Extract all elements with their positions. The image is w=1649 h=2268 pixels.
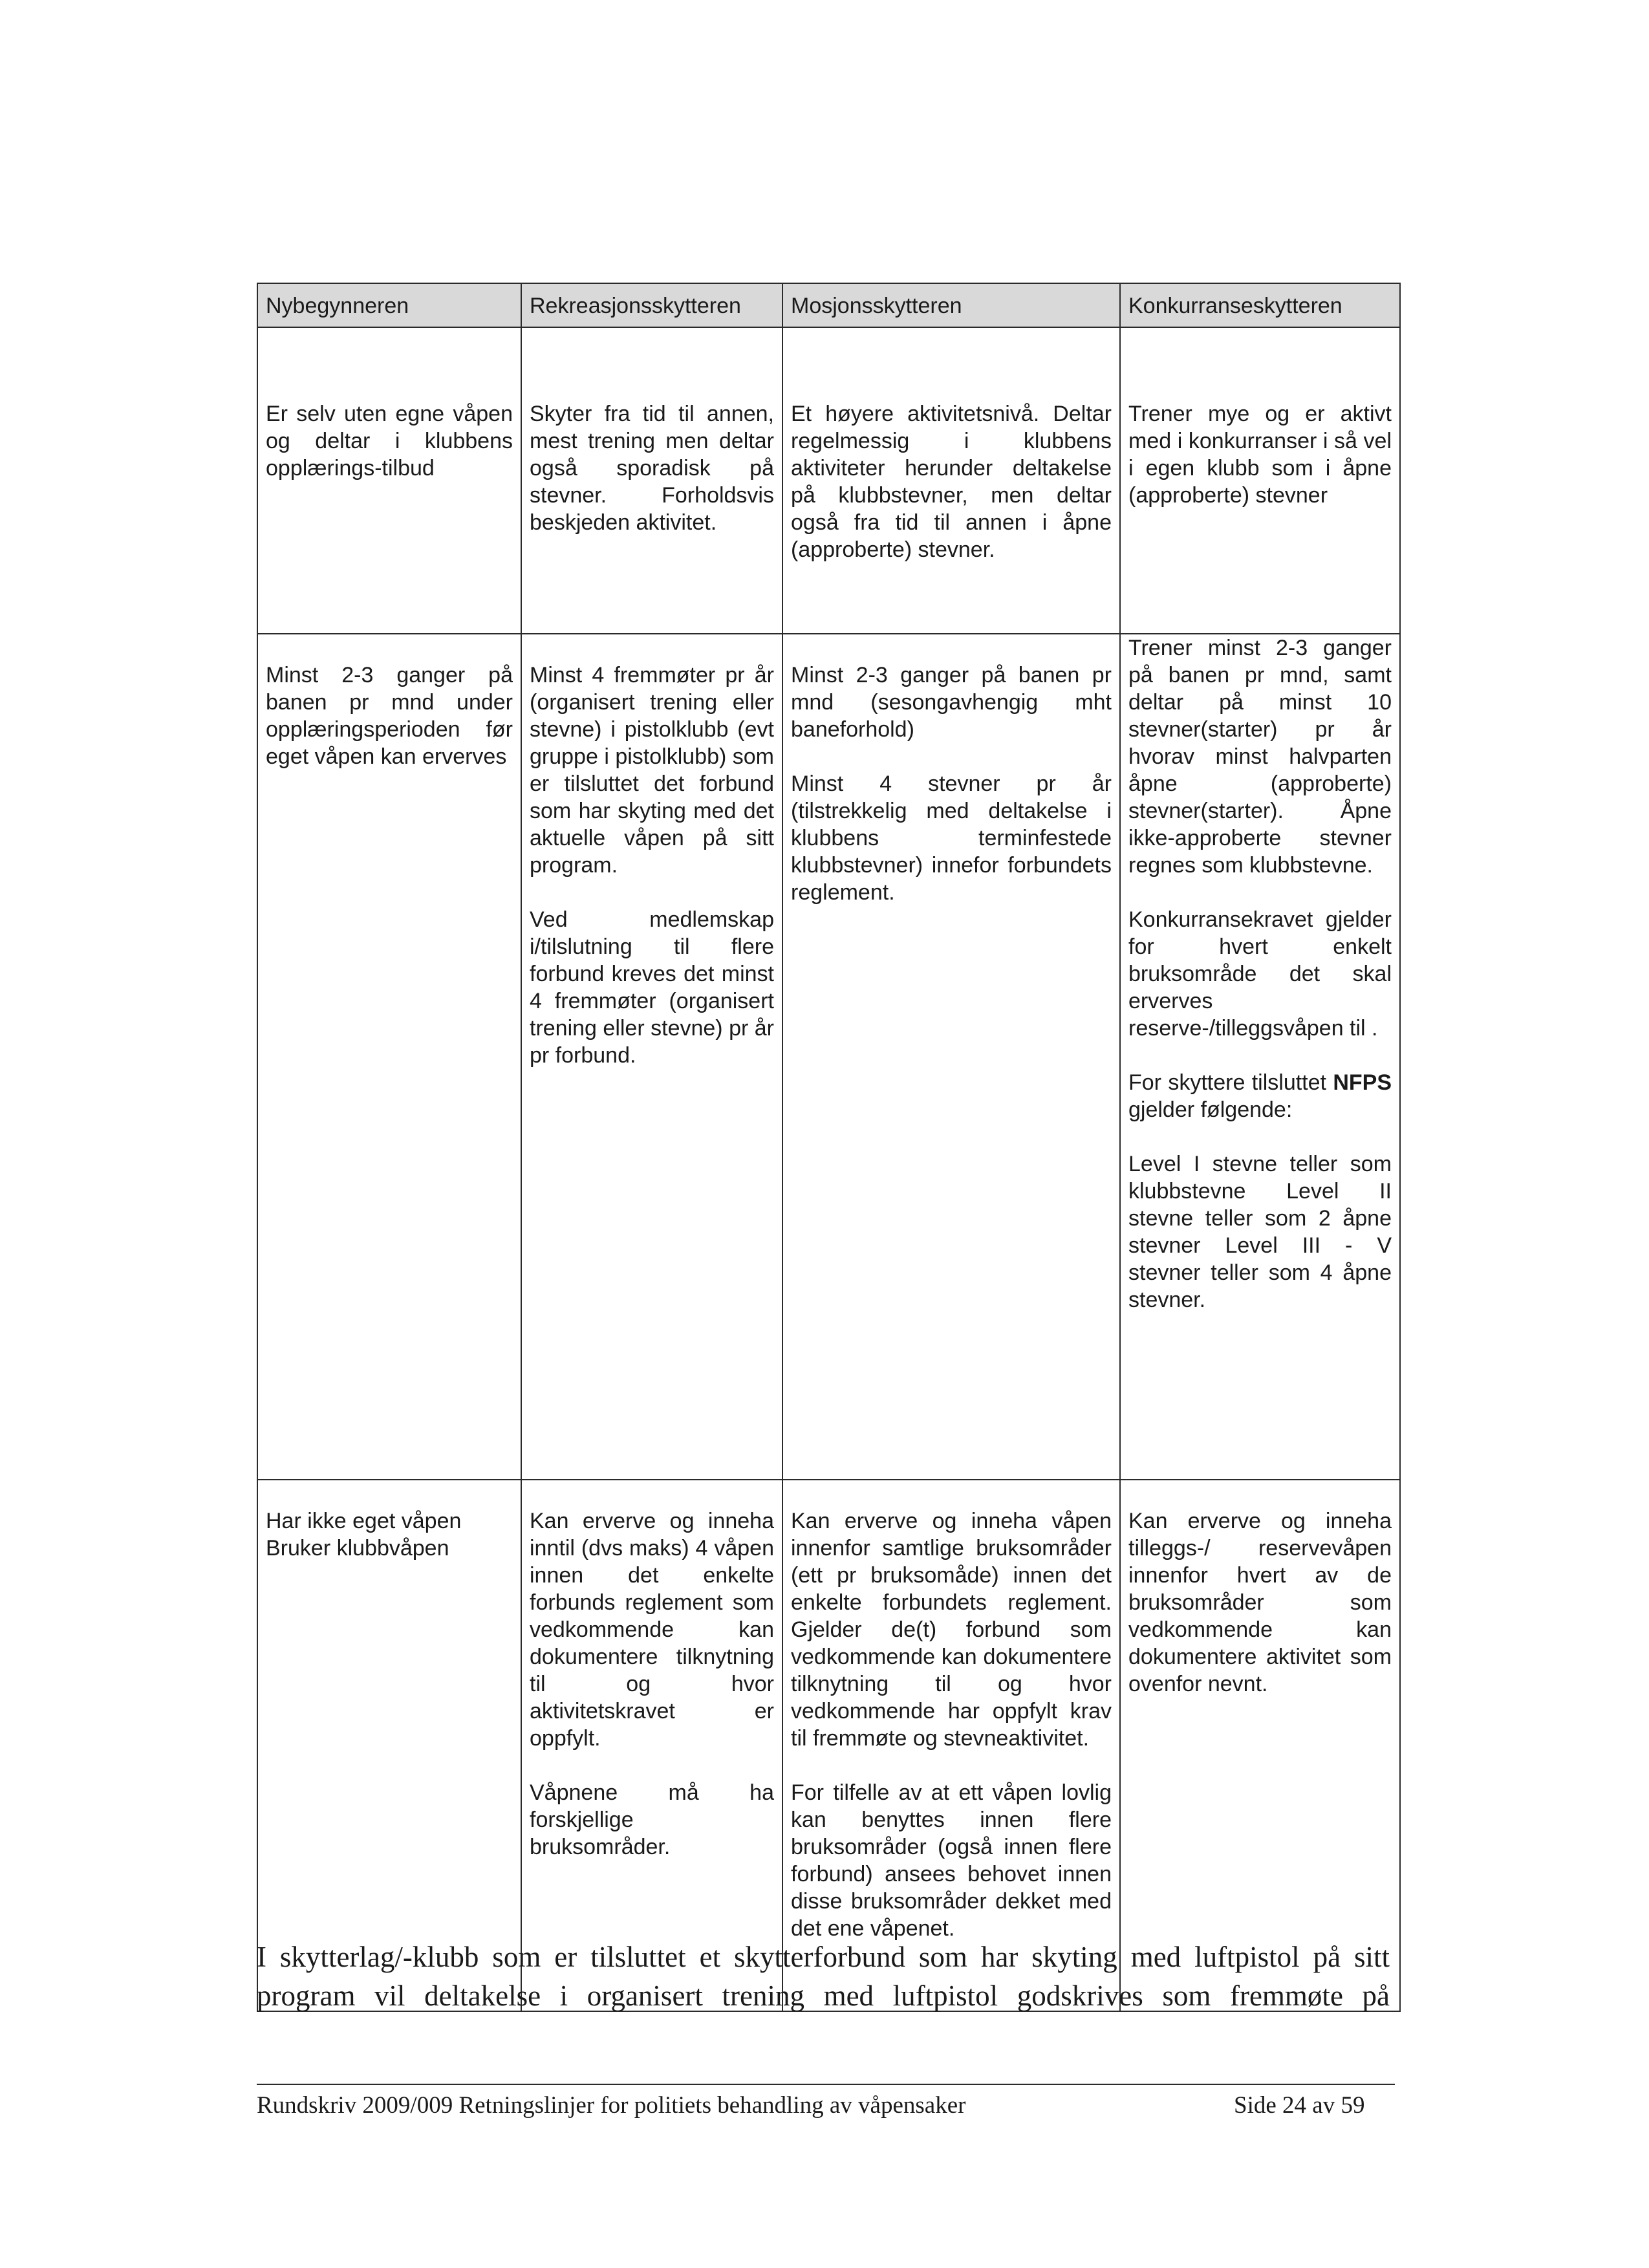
- cell-text: Er selv uten egne våpen og deltar i klubbens opplærings-tilbud: [266, 402, 513, 481]
- table-cell: [782, 327, 1120, 634]
- header-mosjonsskytteren: Mosjonsskytteren: [782, 283, 1120, 327]
- cell-text: Minst 2-3 ganger på banen pr mnd (sesongavhengig mht baneforhold): [791, 663, 1112, 742]
- table-header-row: [257, 283, 1400, 327]
- table-cell: [782, 634, 1120, 1480]
- cell-text: Har ikke eget våpen: [266, 1509, 462, 1533]
- header-nybegynneren: Nybegynneren: [257, 283, 521, 327]
- table-cell: [521, 1480, 782, 2011]
- table-row: [257, 634, 1400, 1480]
- table-cell: [521, 634, 782, 1480]
- cell-text: Ved medlemskap i/tilslutning til flere forbund kreves det minst 4 fremmøter (organisert trening eller stevne) pr år pr forbund.: [530, 907, 774, 1068]
- cell-text: [1128, 1069, 1392, 1123]
- cell-text: Skyter fra tid til annen, mest trening men deltar også sporadisk på stevner. Forholdsvis beskjeden aktivitet.: [530, 402, 774, 535]
- cell-text: Bruker klubbvåpen: [266, 1536, 449, 1561]
- cell-text: Et høyere aktivitetsnivå. Deltar regelmessig i klubbens aktiviteter herunder deltakelse på klubbstevner, men deltar også fra tid til annen i åpne (approberte) stevner.: [791, 402, 1112, 562]
- footer-divider: [257, 2084, 1395, 2085]
- footer-page-number: Side 24 av 59: [1234, 2092, 1365, 2119]
- cell-text: Minst 2-3 ganger på banen pr mnd under opplæringsperioden før eget våpen kan erverves: [266, 663, 513, 769]
- header-rekreasjonsskytteren: Rekreasjonsskytteren: [521, 283, 782, 327]
- cell-text: Kan erverve og inneha inntil (dvs maks) 4 våpen innen det enkelte forbunds reglement som vedkommende kan dokumentere tilknytning til og hvor aktivitetskravet er oppfylt.: [530, 1509, 774, 1751]
- table-cell: [1120, 634, 1400, 1480]
- table-cell: [1120, 1480, 1400, 2011]
- cell-text-part: For skyttere tilsluttet: [1128, 1070, 1333, 1095]
- cell-text: For tilfelle av at ett våpen lovlig kan benyttes innen flere bruksområder (også innen flere forbund) ansees behovet innen disse bruksområder dekket med det ene våpenet.: [791, 1780, 1112, 1941]
- table-cell: [782, 1480, 1120, 2011]
- cell-text: Konkurransekravet gjelder for hvert enkelt bruksområde det skal erverves reserve-/tilleggsvåpen til .: [1128, 907, 1392, 1041]
- cell-text: Trener mye og er aktivt med i konkurranser i så vel i egen klubb som i åpne (approberte) stevner: [1128, 402, 1392, 508]
- table-cell: [257, 327, 521, 634]
- cell-text: Trener minst 2-3 ganger på banen pr mnd, samt deltar på minst 10 stevner(starter) pr år hvorav minst halvparten åpne (approberte) stevner(starter). Åpne ikke-approberte stevner regnes som klubbstevne.: [1128, 636, 1392, 878]
- body-paragraph: I skytterlag/-klubb som er tilsluttet et skytterforbund som har skyting med luftpistol på sitt program vil deltakelse i organisert trening med luftpistol godskrives som fremmøte på: [257, 1941, 1390, 2012]
- table-cell: [257, 1480, 521, 2011]
- cell-text: Våpnene må ha forskjellige bruksområder.: [530, 1780, 774, 1859]
- cell-text: Minst 4 stevner pr år (tilstrekkelig med deltakelse i klubbens terminfestede klubbstevner) innefor forbundets reglement.: [791, 772, 1112, 905]
- table-row: [257, 327, 1400, 634]
- cell-text: Minst 4 fremmøter pr år (organisert trening eller stevne) i pistolklubb (evt gruppe i pistolklubb) som er tilsluttet det forbund som har skyting med det aktuelle våpen på sitt program.: [530, 663, 774, 878]
- cell-text-part: gjelder følgende:: [1128, 1097, 1293, 1122]
- table-cell: [521, 327, 782, 634]
- nfps-label: NFPS: [1333, 1070, 1392, 1095]
- cell-text: Kan erverve og inneha våpen innenfor samtlige bruksområder (ett pr bruksomåde) innen det enkelte forbundets reglement. Gjelder de(t) forbund som vedkommende kan dokumentere tilknytning til og hvor vedkommende har oppfylt krav til fremmøte og stevneaktivitet.: [791, 1509, 1112, 1751]
- table-row: [257, 1480, 1400, 2011]
- cell-text: Kan erverve og inneha tilleggs-/ reservevåpen innenfor hvert av de bruksområder som vedkommende kan dokumentere aktivitet som ovenfor nevnt.: [1128, 1509, 1392, 1696]
- header-konkurranseskytteren: Konkurranseskytteren: [1120, 283, 1400, 327]
- footer-document-title: Rundskriv 2009/009 Retningslinjer for politiets behandling av våpensaker: [257, 2092, 966, 2119]
- cell-text: Level I stevne teller som klubbstevne Level II stevne teller som 2 åpne stevner Level III - V stevner teller som 4 åpne stevner.: [1128, 1152, 1392, 1312]
- table-cell: [1120, 327, 1400, 634]
- table-cell: [257, 634, 521, 1480]
- shooter-category-table: [257, 283, 1401, 2012]
